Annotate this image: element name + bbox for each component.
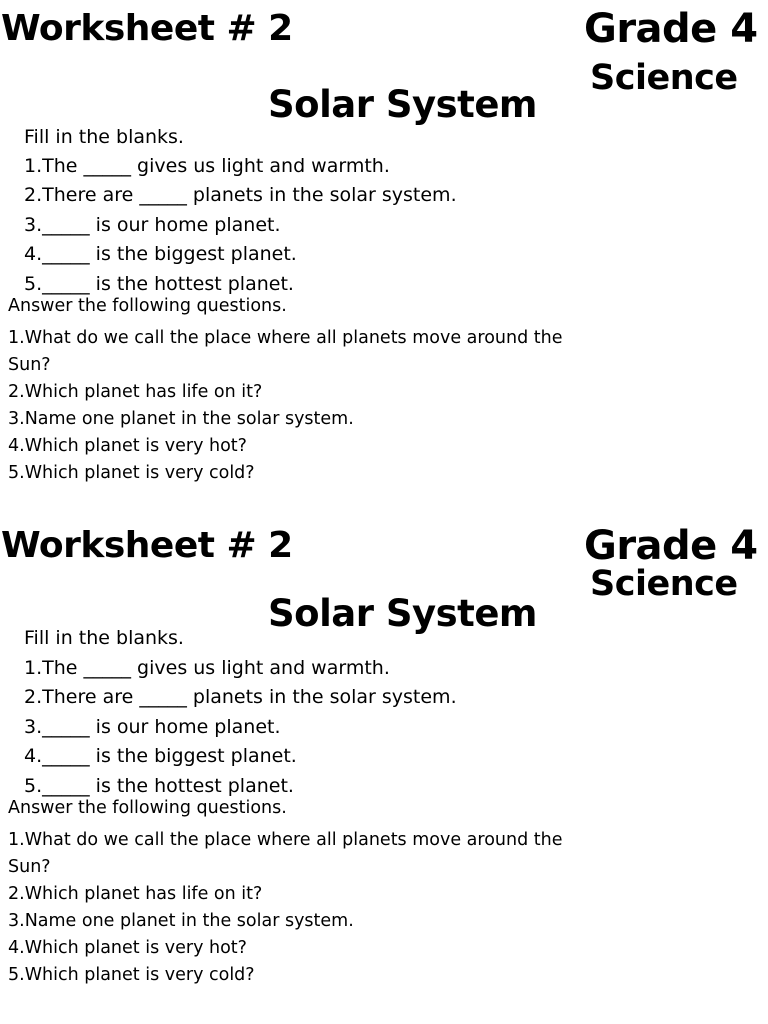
worksheet-title: Worksheet # 2 bbox=[1, 8, 293, 49]
grade-label: Grade 4 bbox=[584, 6, 758, 52]
question-item: 4.Which planet is very hot? bbox=[8, 938, 247, 958]
questions-heading: Answer the following questions. bbox=[8, 798, 287, 818]
question-item: 5.Which planet is very cold? bbox=[8, 965, 255, 985]
question-item: 1.What do we call the place where all planets move around the Sun? bbox=[8, 328, 563, 375]
grade-label: Grade 4 bbox=[584, 523, 758, 569]
fill-blank-item: 2.There are _____ planets in the solar system. bbox=[24, 184, 457, 207]
fill-blanks-heading: Fill in the blanks. bbox=[24, 627, 184, 649]
fill-blanks-heading: Fill in the blanks. bbox=[24, 126, 184, 148]
fill-blank-item: 4._____ is the biggest planet. bbox=[24, 243, 297, 266]
question-item: 1.What do we call the place where all planets move around the Sun? bbox=[8, 830, 563, 877]
question-item: 2.Which planet has life on it? bbox=[8, 884, 263, 904]
topic-title: Solar System bbox=[268, 83, 537, 126]
worksheet-1 bbox=[0, 0, 768, 500]
fill-blank-item: 2.There are _____ planets in the solar system. bbox=[24, 686, 457, 709]
fill-blank-item: 5._____ is the hottest planet. bbox=[24, 774, 294, 797]
question-item: 3.Name one planet in the solar system. bbox=[8, 409, 354, 429]
subject-label: Science bbox=[590, 58, 738, 98]
fill-blank-item: 5._____ is the hottest planet. bbox=[24, 272, 294, 295]
questions-heading: Answer the following questions. bbox=[8, 296, 287, 316]
worksheet-title: Worksheet # 2 bbox=[1, 525, 293, 566]
question-item: 4.Which planet is very hot? bbox=[8, 436, 247, 456]
fill-blank-item: 3._____ is our home planet. bbox=[24, 715, 281, 738]
question-item: 2.Which planet has life on it? bbox=[8, 382, 263, 402]
worksheet-2 bbox=[0, 517, 768, 1017]
question-item: 3.Name one planet in the solar system. bbox=[8, 911, 354, 931]
question-item: 5.Which planet is very cold? bbox=[8, 463, 255, 483]
fill-blank-item: 3._____ is our home planet. bbox=[24, 213, 281, 236]
questions-list bbox=[8, 325, 608, 487]
fill-blanks-list bbox=[24, 659, 457, 806]
topic-title: Solar System bbox=[268, 592, 537, 635]
fill-blank-item: 1.The _____ gives us light and warmth. bbox=[24, 155, 390, 177]
questions-list bbox=[8, 827, 608, 989]
fill-blank-item: 1.The _____ gives us light and warmth. bbox=[24, 657, 390, 679]
fill-blanks-list bbox=[24, 157, 457, 304]
subject-label: Science bbox=[590, 564, 738, 604]
fill-blank-item: 4._____ is the biggest planet. bbox=[24, 745, 297, 768]
